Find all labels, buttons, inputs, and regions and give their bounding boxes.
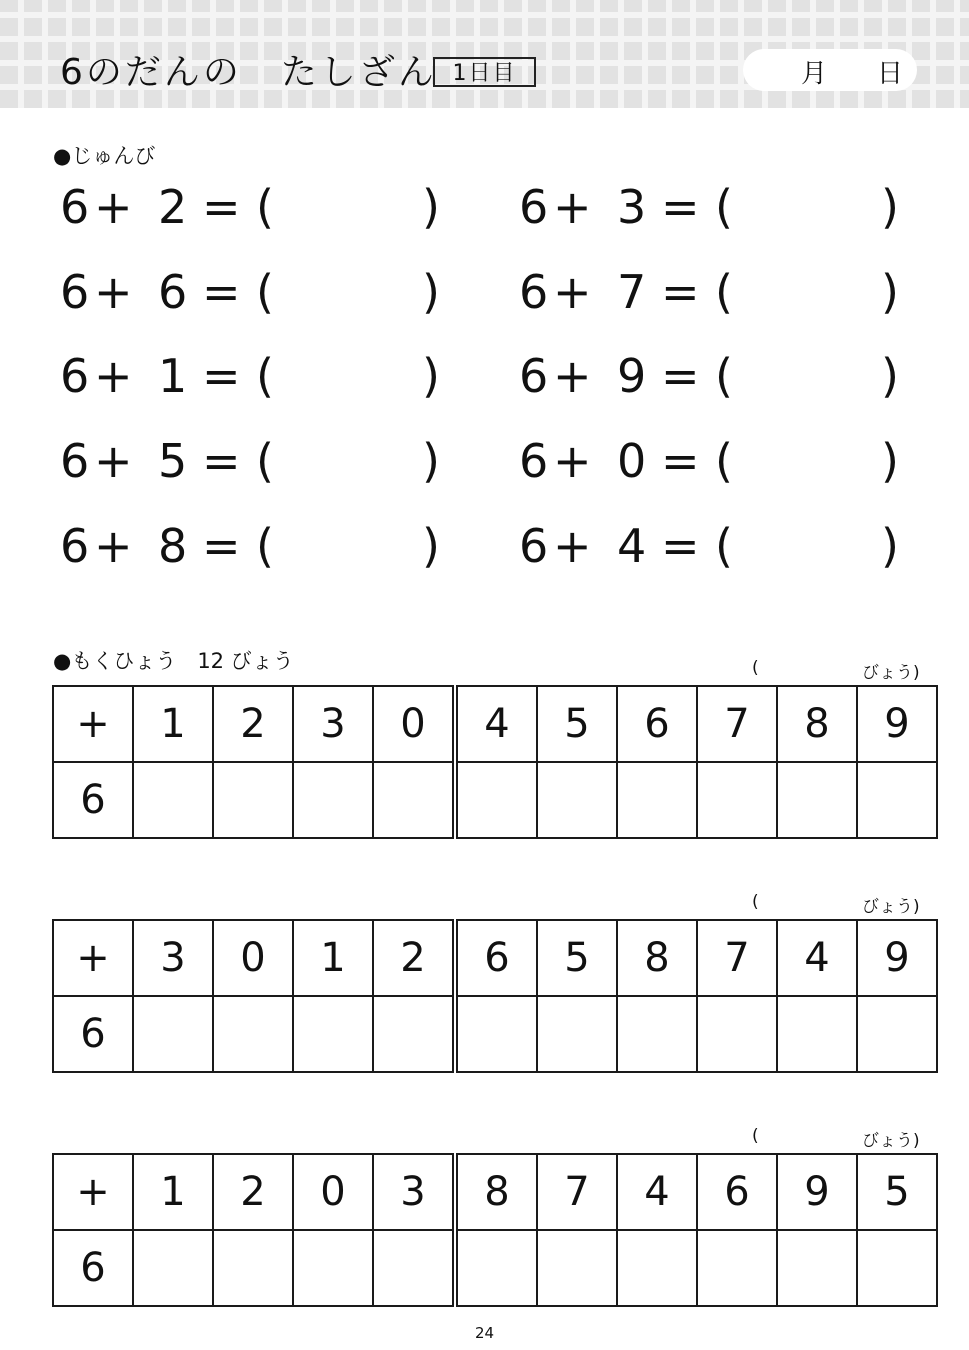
addend-cell: 9	[857, 920, 937, 996]
addend-cell: 0	[293, 1154, 373, 1230]
equation-open: (	[715, 519, 733, 573]
answer-cell[interactable]	[293, 762, 373, 838]
equation-a: 6	[519, 265, 549, 319]
equation-close: )	[422, 434, 440, 488]
equation-open: (	[256, 180, 274, 234]
equation-b: 0	[617, 434, 647, 488]
equation-op: +	[94, 519, 133, 573]
day-label: 日	[877, 59, 904, 89]
equation-op: +	[553, 265, 592, 319]
answer-cell[interactable]	[697, 762, 777, 838]
equation-open: (	[256, 519, 274, 573]
addend-cell: 3	[293, 686, 373, 762]
answer-cell[interactable]	[133, 762, 213, 838]
answer-cell[interactable]	[777, 1230, 857, 1306]
addend-cell: 2	[373, 920, 455, 996]
answer-cell[interactable]	[373, 996, 455, 1072]
time-unit-label: びょう)	[862, 663, 920, 683]
addend-cell: 9	[777, 1154, 857, 1230]
answer-cell[interactable]	[617, 1230, 697, 1306]
equation-right-4	[519, 426, 899, 496]
equation-eq: =	[202, 519, 241, 573]
month-label: 月	[801, 59, 828, 89]
row-label-cell: 6	[53, 762, 133, 838]
equation-eq: =	[202, 265, 241, 319]
equation-op: +	[553, 519, 592, 573]
day-badge: 1日目	[433, 57, 536, 87]
operator-cell: +	[53, 686, 133, 762]
answer-cell[interactable]	[213, 1230, 293, 1306]
addend-cell: 1	[293, 920, 373, 996]
equation-op: +	[553, 180, 592, 234]
addition-grid-3	[52, 1153, 938, 1307]
answer-cell[interactable]	[133, 1230, 213, 1306]
drill-label: ●もくひょう 12 びょう	[53, 649, 294, 673]
equation-b: 1	[158, 349, 188, 403]
equation-op: +	[94, 265, 133, 319]
equation-a: 6	[519, 519, 549, 573]
equation-a: 6	[60, 349, 90, 403]
time-paren-open: (	[752, 658, 759, 678]
addend-cell: 2	[213, 1154, 293, 1230]
equation-a: 6	[60, 180, 90, 234]
equation-open: (	[715, 265, 733, 319]
time-paren-open: (	[752, 892, 759, 912]
answer-cell[interactable]	[697, 1230, 777, 1306]
equation-b: 6	[158, 265, 188, 319]
equation-open: (	[256, 265, 274, 319]
equation-open: (	[715, 434, 733, 488]
time-unit-label: びょう)	[862, 897, 920, 917]
equation-op: +	[553, 434, 592, 488]
equation-right-5	[519, 511, 899, 581]
equation-close: )	[422, 349, 440, 403]
equation-right-3	[519, 341, 899, 411]
answer-cell[interactable]	[373, 762, 455, 838]
operator-cell: +	[53, 1154, 133, 1230]
addend-cell: 1	[133, 1154, 213, 1230]
addition-grid-2	[52, 919, 938, 1073]
answer-cell[interactable]	[857, 996, 937, 1072]
equation-eq: =	[661, 349, 700, 403]
table-row	[53, 996, 937, 1072]
equation-b: 7	[617, 265, 647, 319]
addend-cell: 3	[373, 1154, 455, 1230]
answer-cell[interactable]	[537, 996, 617, 1072]
addend-cell: 3	[133, 920, 213, 996]
answer-cell[interactable]	[537, 1230, 617, 1306]
equation-eq: =	[202, 180, 241, 234]
addend-cell: 2	[213, 686, 293, 762]
equation-a: 6	[519, 434, 549, 488]
equation-op: +	[94, 349, 133, 403]
operator-cell: +	[53, 920, 133, 996]
addend-cell: 7	[697, 920, 777, 996]
addend-cell: 5	[537, 920, 617, 996]
addend-cell: 6	[697, 1154, 777, 1230]
addend-cell: 6	[617, 686, 697, 762]
addend-cell: 5	[857, 1154, 937, 1230]
addend-cell: 7	[537, 1154, 617, 1230]
addend-cell: 4	[617, 1154, 697, 1230]
answer-cell[interactable]	[373, 1230, 455, 1306]
equation-left-2	[60, 257, 440, 327]
answer-cell[interactable]	[857, 762, 937, 838]
answer-cell[interactable]	[293, 1230, 373, 1306]
equation-eq: =	[661, 265, 700, 319]
time-unit-label: びょう)	[862, 1131, 920, 1151]
equation-b: 8	[158, 519, 188, 573]
addend-cell: 6	[455, 920, 537, 996]
equation-b: 2	[158, 180, 188, 234]
answer-cell[interactable]	[213, 996, 293, 1072]
equation-b: 5	[158, 434, 188, 488]
addend-cell: 1	[133, 686, 213, 762]
addend-cell: 8	[455, 1154, 537, 1230]
page-title: 6のだんの たしざん	[60, 52, 437, 93]
equation-a: 6	[60, 434, 90, 488]
table-row	[53, 1154, 937, 1230]
addend-cell: 0	[213, 920, 293, 996]
equation-eq: =	[661, 434, 700, 488]
equation-close: )	[881, 180, 899, 234]
equation-close: )	[422, 519, 440, 573]
equation-eq: =	[202, 349, 241, 403]
equation-left-3	[60, 341, 440, 411]
equation-op: +	[94, 180, 133, 234]
addend-cell: 0	[373, 686, 455, 762]
equation-a: 6	[519, 349, 549, 403]
equation-close: )	[881, 349, 899, 403]
header-banner	[0, 0, 969, 108]
equation-close: )	[422, 265, 440, 319]
answer-cell[interactable]	[455, 762, 537, 838]
addend-cell: 8	[617, 920, 697, 996]
equation-right-1	[519, 172, 899, 242]
equation-eq: =	[661, 519, 700, 573]
answer-cell[interactable]	[617, 996, 697, 1072]
equation-close: )	[422, 180, 440, 234]
addition-grid-1	[52, 685, 938, 839]
equation-open: (	[256, 434, 274, 488]
answer-cell[interactable]	[857, 1230, 937, 1306]
equation-left-4	[60, 426, 440, 496]
date-field[interactable]	[743, 49, 917, 91]
practice-label: ●じゅんび	[53, 144, 156, 168]
answer-cell[interactable]	[133, 996, 213, 1072]
equation-open: (	[715, 180, 733, 234]
addend-cell: 8	[777, 686, 857, 762]
equation-op: +	[94, 434, 133, 488]
addend-cell: 5	[537, 686, 617, 762]
table-row	[53, 686, 937, 762]
equation-left-1	[60, 172, 440, 242]
answer-cell[interactable]	[617, 762, 697, 838]
equation-right-2	[519, 257, 899, 327]
answer-cell[interactable]	[537, 762, 617, 838]
equation-b: 4	[617, 519, 647, 573]
page-number: 24	[474, 1324, 495, 1342]
answer-cell[interactable]	[293, 996, 373, 1072]
addend-cell: 4	[777, 920, 857, 996]
equation-eq: =	[202, 434, 241, 488]
answer-cell[interactable]	[777, 996, 857, 1072]
equation-open: (	[715, 349, 733, 403]
addend-cell: 7	[697, 686, 777, 762]
answer-cell[interactable]	[777, 762, 857, 838]
row-label-cell: 6	[53, 996, 133, 1072]
table-row	[53, 1230, 937, 1306]
time-paren-open: (	[752, 1126, 759, 1146]
equation-open: (	[256, 349, 274, 403]
row-label-cell: 6	[53, 1230, 133, 1306]
answer-cell[interactable]	[697, 996, 777, 1072]
equation-close: )	[881, 265, 899, 319]
equation-close: )	[881, 434, 899, 488]
equation-op: +	[553, 349, 592, 403]
equation-a: 6	[60, 519, 90, 573]
answer-cell[interactable]	[455, 996, 537, 1072]
equation-a: 6	[519, 180, 549, 234]
equation-b: 9	[617, 349, 647, 403]
addend-cell: 9	[857, 686, 937, 762]
table-row	[53, 920, 937, 996]
equation-b: 3	[617, 180, 647, 234]
addend-cell: 4	[455, 686, 537, 762]
equation-eq: =	[661, 180, 700, 234]
equation-left-5	[60, 511, 440, 581]
answer-cell[interactable]	[455, 1230, 537, 1306]
equation-a: 6	[60, 265, 90, 319]
answer-cell[interactable]	[213, 762, 293, 838]
table-row	[53, 762, 937, 838]
equation-close: )	[881, 519, 899, 573]
